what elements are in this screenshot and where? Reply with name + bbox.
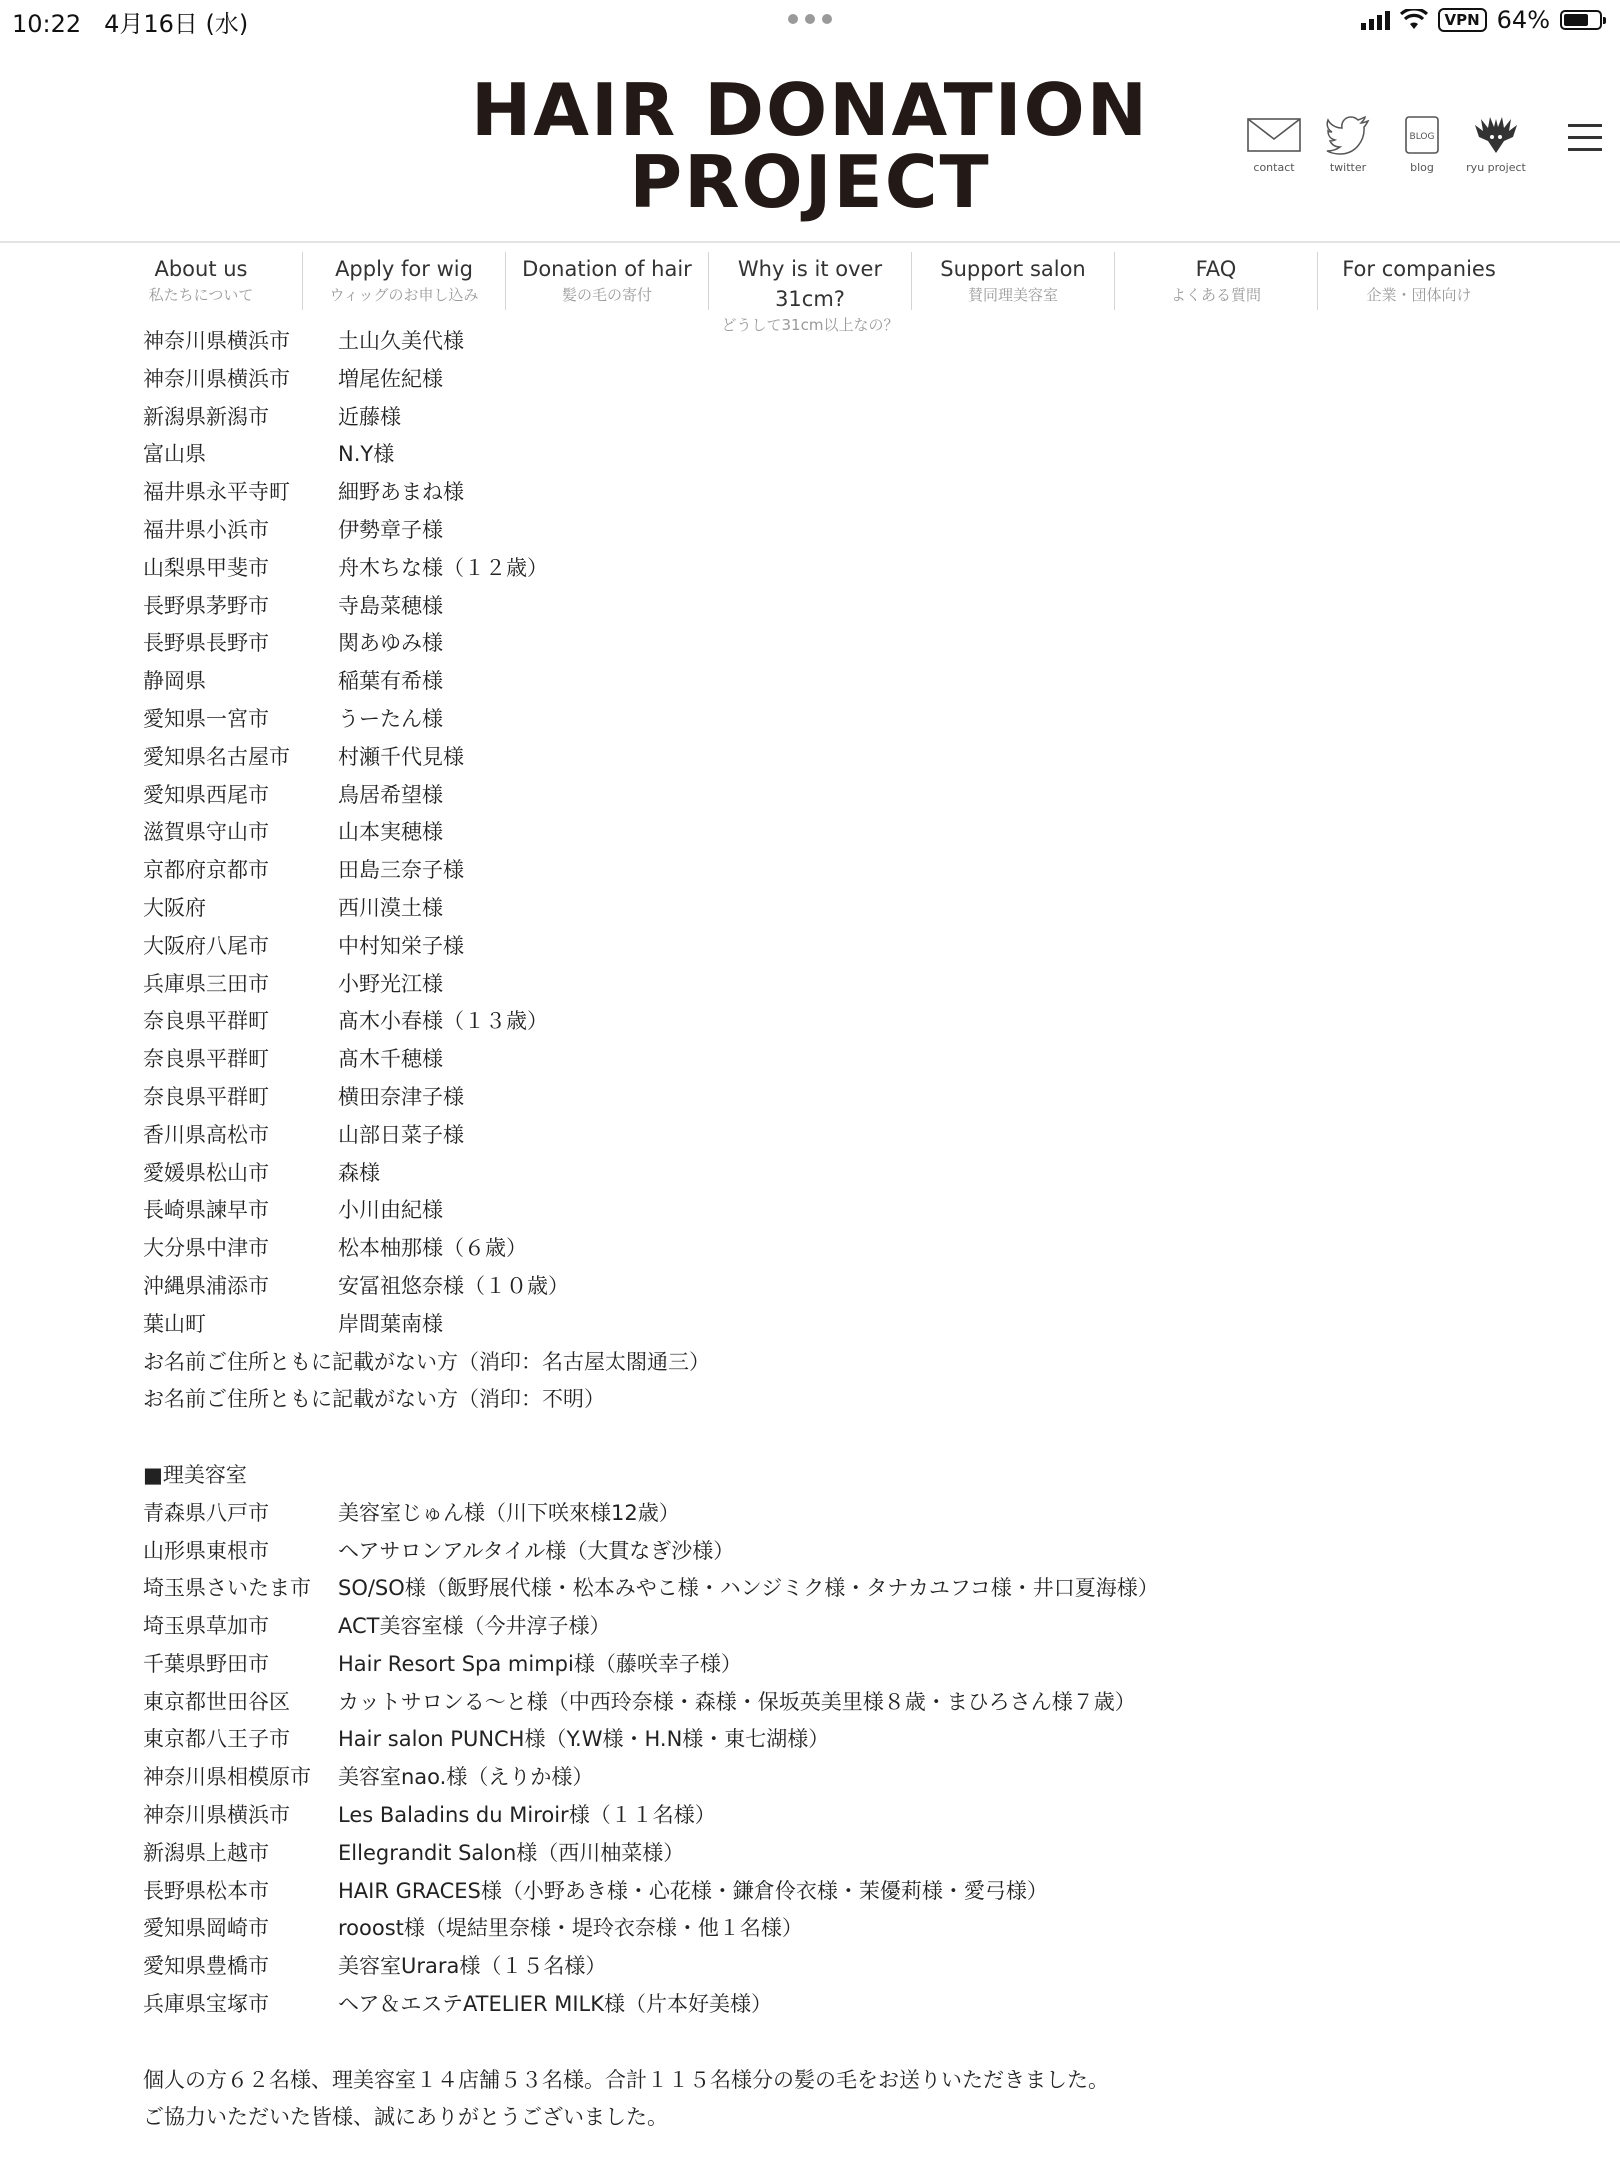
donor-list	[143, 322, 1543, 2136]
salon-row	[143, 1985, 1543, 2023]
nav-donation-of-hair[interactable]: Donation of hair 髪の毛の寄付	[506, 252, 709, 310]
donor-row	[143, 624, 1543, 662]
donor-prefecture: 愛媛県松山市	[143, 1160, 269, 1185]
donor-prefecture: 香川県高松市	[143, 1122, 269, 1147]
nav-about-us[interactable]: About us 私たちについて	[100, 252, 303, 310]
salon-prefecture: 新潟県上越市	[143, 1840, 269, 1865]
header-icons	[1246, 115, 1524, 174]
donor-name: N.Y様	[338, 442, 395, 467]
donor-name: 森様	[338, 1160, 380, 1185]
donor-prefecture: 新潟県新潟市	[143, 404, 269, 429]
donor-prefecture: 神奈川県横浜市	[143, 329, 290, 353]
logo-line-2: PROJECT	[629, 140, 991, 224]
donor-prefecture: 愛知県西尾市	[143, 782, 269, 807]
donor-prefecture: 奈良県平群町	[143, 1084, 269, 1109]
cellular-signal-icon	[1361, 10, 1390, 30]
donor-name: 髙木小春様（１３歳）	[338, 1009, 548, 1034]
twitter-link[interactable]: twitter	[1320, 115, 1376, 174]
donor-name: うーたん様	[338, 706, 443, 731]
donor-name: 小野光江様	[338, 971, 443, 996]
salon-row	[143, 1645, 1543, 1683]
wifi-icon	[1400, 9, 1428, 31]
donor-name: 横田奈津子様	[338, 1084, 464, 1109]
salon-prefecture: 東京都八王子市	[143, 1727, 290, 1752]
donor-name: 小川由紀様	[338, 1198, 443, 1223]
donor-prefecture: 奈良県平群町	[143, 1009, 269, 1034]
donor-prefecture: 大阪府八尾市	[143, 933, 269, 958]
svg-text:BLOG: BLOG	[1409, 132, 1435, 142]
donor-row	[143, 1191, 1543, 1229]
multitasking-dots-icon[interactable]	[788, 14, 832, 24]
donor-row	[143, 965, 1543, 1003]
donor-name: 安冨祖悠奈様（１０歳）	[338, 1273, 569, 1298]
blog-icon	[1405, 115, 1439, 155]
salon-row	[143, 1532, 1543, 1570]
donor-row	[143, 662, 1543, 700]
donor-row	[143, 889, 1543, 927]
salon-row	[143, 1569, 1543, 1607]
salon-name: 美容室nao.様（えりか様）	[338, 1765, 594, 1790]
salon-name: Hair salon PUNCH様（Y.W様・H.N様・東七湖様）	[338, 1727, 830, 1752]
donor-row	[143, 813, 1543, 851]
donor-name: 近藤様	[338, 404, 401, 429]
donor-row	[143, 1040, 1543, 1078]
donor-row	[143, 549, 1543, 587]
dragon-icon	[1473, 115, 1519, 155]
donor-row	[143, 1078, 1543, 1116]
header-divider	[0, 241, 1620, 243]
donor-row	[143, 1154, 1543, 1192]
salon-name: 美容室Urara様（１５名様）	[338, 1954, 607, 1979]
donor-row	[143, 322, 1543, 360]
donor-name: 田島三奈子様	[338, 858, 464, 883]
donor-prefecture: 静岡県	[143, 669, 206, 694]
salon-name: rooost様（堤結里奈様・堤玲衣奈様・他１名様）	[338, 1916, 803, 1941]
donor-row	[143, 1002, 1543, 1040]
donor-name: 舟木ちな様（１２歳）	[338, 555, 548, 580]
donor-row	[143, 927, 1543, 965]
thanks-text: ご協力いただいた皆様、誠にありがとうございました。	[143, 2105, 668, 2130]
donor-row	[143, 360, 1543, 398]
donor-prefecture: 大阪府	[143, 895, 206, 920]
salon-name: ヘアサロンアルタイル様（大貫なぎ沙様）	[338, 1538, 735, 1563]
donor-prefecture: 京都府京都市	[143, 858, 269, 883]
summary-text: 個人の方６２名様、理美容室１４店舗５３名様。合計１１５名様分の髪の毛をお送りいただきました。	[143, 2067, 1109, 2092]
salon-row	[143, 1720, 1543, 1758]
salon-prefecture: 愛知県豊橋市	[143, 1954, 269, 1979]
main-nav	[100, 252, 1520, 334]
donor-prefecture: 葉山町	[143, 1311, 206, 1336]
salon-row	[143, 1607, 1543, 1645]
donor-row	[143, 1305, 1543, 1343]
donor-prefecture: 兵庫県三田市	[143, 971, 269, 996]
salon-name: カットサロンる〜と様（中西玲奈様・森様・保坂英美里様８歳・まひろさん様７歳）	[338, 1689, 1136, 1714]
donor-name: 土山久美代様	[338, 329, 464, 353]
nav-for-companies[interactable]: For companies 企業・団体向け	[1342, 257, 1496, 304]
salon-prefecture: 山形県東根市	[143, 1538, 269, 1563]
donor-prefecture: 愛知県名古屋市	[143, 744, 290, 769]
donor-prefecture: 長崎県諫早市	[143, 1198, 269, 1223]
donor-prefecture: 滋賀県守山市	[143, 820, 269, 845]
donor-name: 稲葉有希様	[338, 669, 443, 694]
donor-row	[143, 700, 1543, 738]
donor-name: 中村知栄子様	[338, 933, 464, 958]
salon-row	[143, 1909, 1543, 1947]
donor-row	[143, 511, 1543, 549]
donor-row	[143, 738, 1543, 776]
salon-row	[143, 1796, 1543, 1834]
donor-name: 関あゆみ様	[338, 631, 443, 656]
salon-name: HAIR GRACES様（小野あき様・心花様・鎌倉伶衣様・茉優莉様・愛弓様）	[338, 1878, 1048, 1903]
donor-name: 細野あまね様	[338, 480, 464, 505]
donor-prefecture: 沖縄県浦添市	[143, 1273, 269, 1298]
donor-row	[143, 398, 1543, 436]
donor-row	[143, 776, 1543, 814]
donor-prefecture: 福井県小浜市	[143, 517, 269, 542]
salon-name: Les Baladins du Miroir様（１１名様）	[338, 1803, 716, 1828]
donor-name: 髙木千穂様	[338, 1047, 443, 1072]
salon-prefecture: 埼玉県さいたま市	[143, 1576, 311, 1601]
blog-link[interactable]: BLOG blog	[1394, 115, 1450, 174]
salon-row	[143, 1494, 1543, 1532]
donor-name: 増尾佐紀様	[338, 366, 443, 391]
salon-prefecture: 東京都世田谷区	[143, 1689, 290, 1714]
donor-prefecture: 神奈川県横浜市	[143, 366, 290, 391]
site-logo[interactable]	[470, 68, 1150, 224]
donor-prefecture: 愛知県一宮市	[143, 706, 269, 731]
salon-row	[143, 1683, 1543, 1721]
battery-percent: 64%	[1496, 6, 1550, 34]
logo-line-1: HAIR DONATION	[470, 68, 1149, 152]
salon-row	[143, 1872, 1543, 1910]
donor-prefecture: 長野県長野市	[143, 631, 269, 656]
salon-name: 美容室じゅん様（川下咲來様12歳）	[338, 1500, 680, 1525]
menu-hamburger-icon[interactable]	[1568, 124, 1602, 160]
twitter-bird-icon	[1326, 115, 1370, 155]
salon-name: ヘア＆エステATELIER MILK様（片本好美様）	[338, 1992, 772, 2017]
donor-prefecture: 福井県永平寺町	[143, 480, 290, 505]
salon-name: Hair Resort Spa mimpi様（藤咲幸子様）	[338, 1651, 742, 1676]
salon-prefecture: 青森県八戸市	[143, 1500, 269, 1525]
contact-link[interactable]: contact	[1246, 115, 1302, 174]
salon-prefecture: 兵庫県宝塚市	[143, 1992, 269, 2017]
donor-row	[143, 473, 1543, 511]
salon-section-heading: ■理美容室	[143, 1462, 247, 1487]
donor-name: 鳥居希望様	[338, 782, 443, 807]
salon-prefecture: 千葉県野田市	[143, 1651, 269, 1676]
donor-row	[143, 1229, 1543, 1267]
salon-prefecture: 神奈川県横浜市	[143, 1803, 290, 1828]
salon-prefecture: 愛知県岡崎市	[143, 1916, 269, 1941]
salon-row	[143, 1758, 1543, 1796]
donor-row	[143, 1116, 1543, 1154]
salon-prefecture: 埼玉県草加市	[143, 1614, 269, 1639]
salon-row	[143, 1834, 1543, 1872]
status-time: 10:22 4月16日 (水)	[12, 10, 249, 38]
battery-icon	[1560, 10, 1602, 30]
donor-name: 山部日菜子様	[338, 1122, 464, 1147]
unknown-donor-note: お名前ご住所ともに記載がない方（消印：不明）	[143, 1387, 605, 1412]
donor-prefecture: 奈良県平群町	[143, 1047, 269, 1072]
donor-prefecture: 山梨県甲斐市	[143, 555, 269, 580]
vpn-badge: VPN	[1438, 8, 1487, 32]
status-bar	[0, 0, 1620, 40]
donor-row	[143, 435, 1543, 473]
salon-name: Ellegrandit Salon様（西川柚菜様）	[338, 1840, 685, 1865]
nav-why-31cm[interactable]: Why is it over 31cm? どうして31cm以上なの？	[709, 252, 912, 310]
donor-prefecture: 大分県中津市	[143, 1236, 269, 1261]
donor-prefecture: 富山県	[143, 442, 206, 467]
salon-prefecture: 長野県松本市	[143, 1878, 269, 1903]
nav-faq[interactable]: FAQ よくある質問	[1115, 252, 1318, 310]
salon-name: ACT美容室様（今井淳子様）	[338, 1614, 611, 1639]
nav-apply-for-wig[interactable]: Apply for wig ウィッグのお申し込み	[303, 252, 506, 310]
donor-row	[143, 851, 1543, 889]
donor-row	[143, 587, 1543, 625]
donor-name: 松本柚那様（６歳）	[338, 1236, 527, 1261]
nav-support-salon[interactable]: Support salon 賛同理美容室	[912, 252, 1115, 310]
donor-prefecture: 長野県茅野市	[143, 593, 269, 618]
donor-name: 西川漠土様	[338, 895, 443, 920]
donor-row	[143, 1267, 1543, 1305]
donor-name: 村瀬千代見様	[338, 744, 464, 769]
donor-name: 伊勢章子様	[338, 517, 443, 542]
donor-name: 岸間葉南様	[338, 1311, 443, 1336]
salon-row	[143, 1947, 1543, 1985]
mail-icon	[1247, 115, 1301, 155]
ryu-project-link[interactable]: ryu project	[1468, 115, 1524, 174]
donor-name: 山本実穂様	[338, 820, 443, 845]
donor-name: 寺島菜穂様	[338, 593, 443, 618]
salon-name: SO/SO様（飯野展代様・松本みやこ様・ハンジミク様・タナカユフコ様・井口夏海様）	[338, 1576, 1159, 1601]
unknown-donor-note: お名前ご住所ともに記載がない方（消印：名古屋太閤通三）	[143, 1349, 710, 1374]
salon-prefecture: 神奈川県相模原市	[143, 1765, 311, 1790]
